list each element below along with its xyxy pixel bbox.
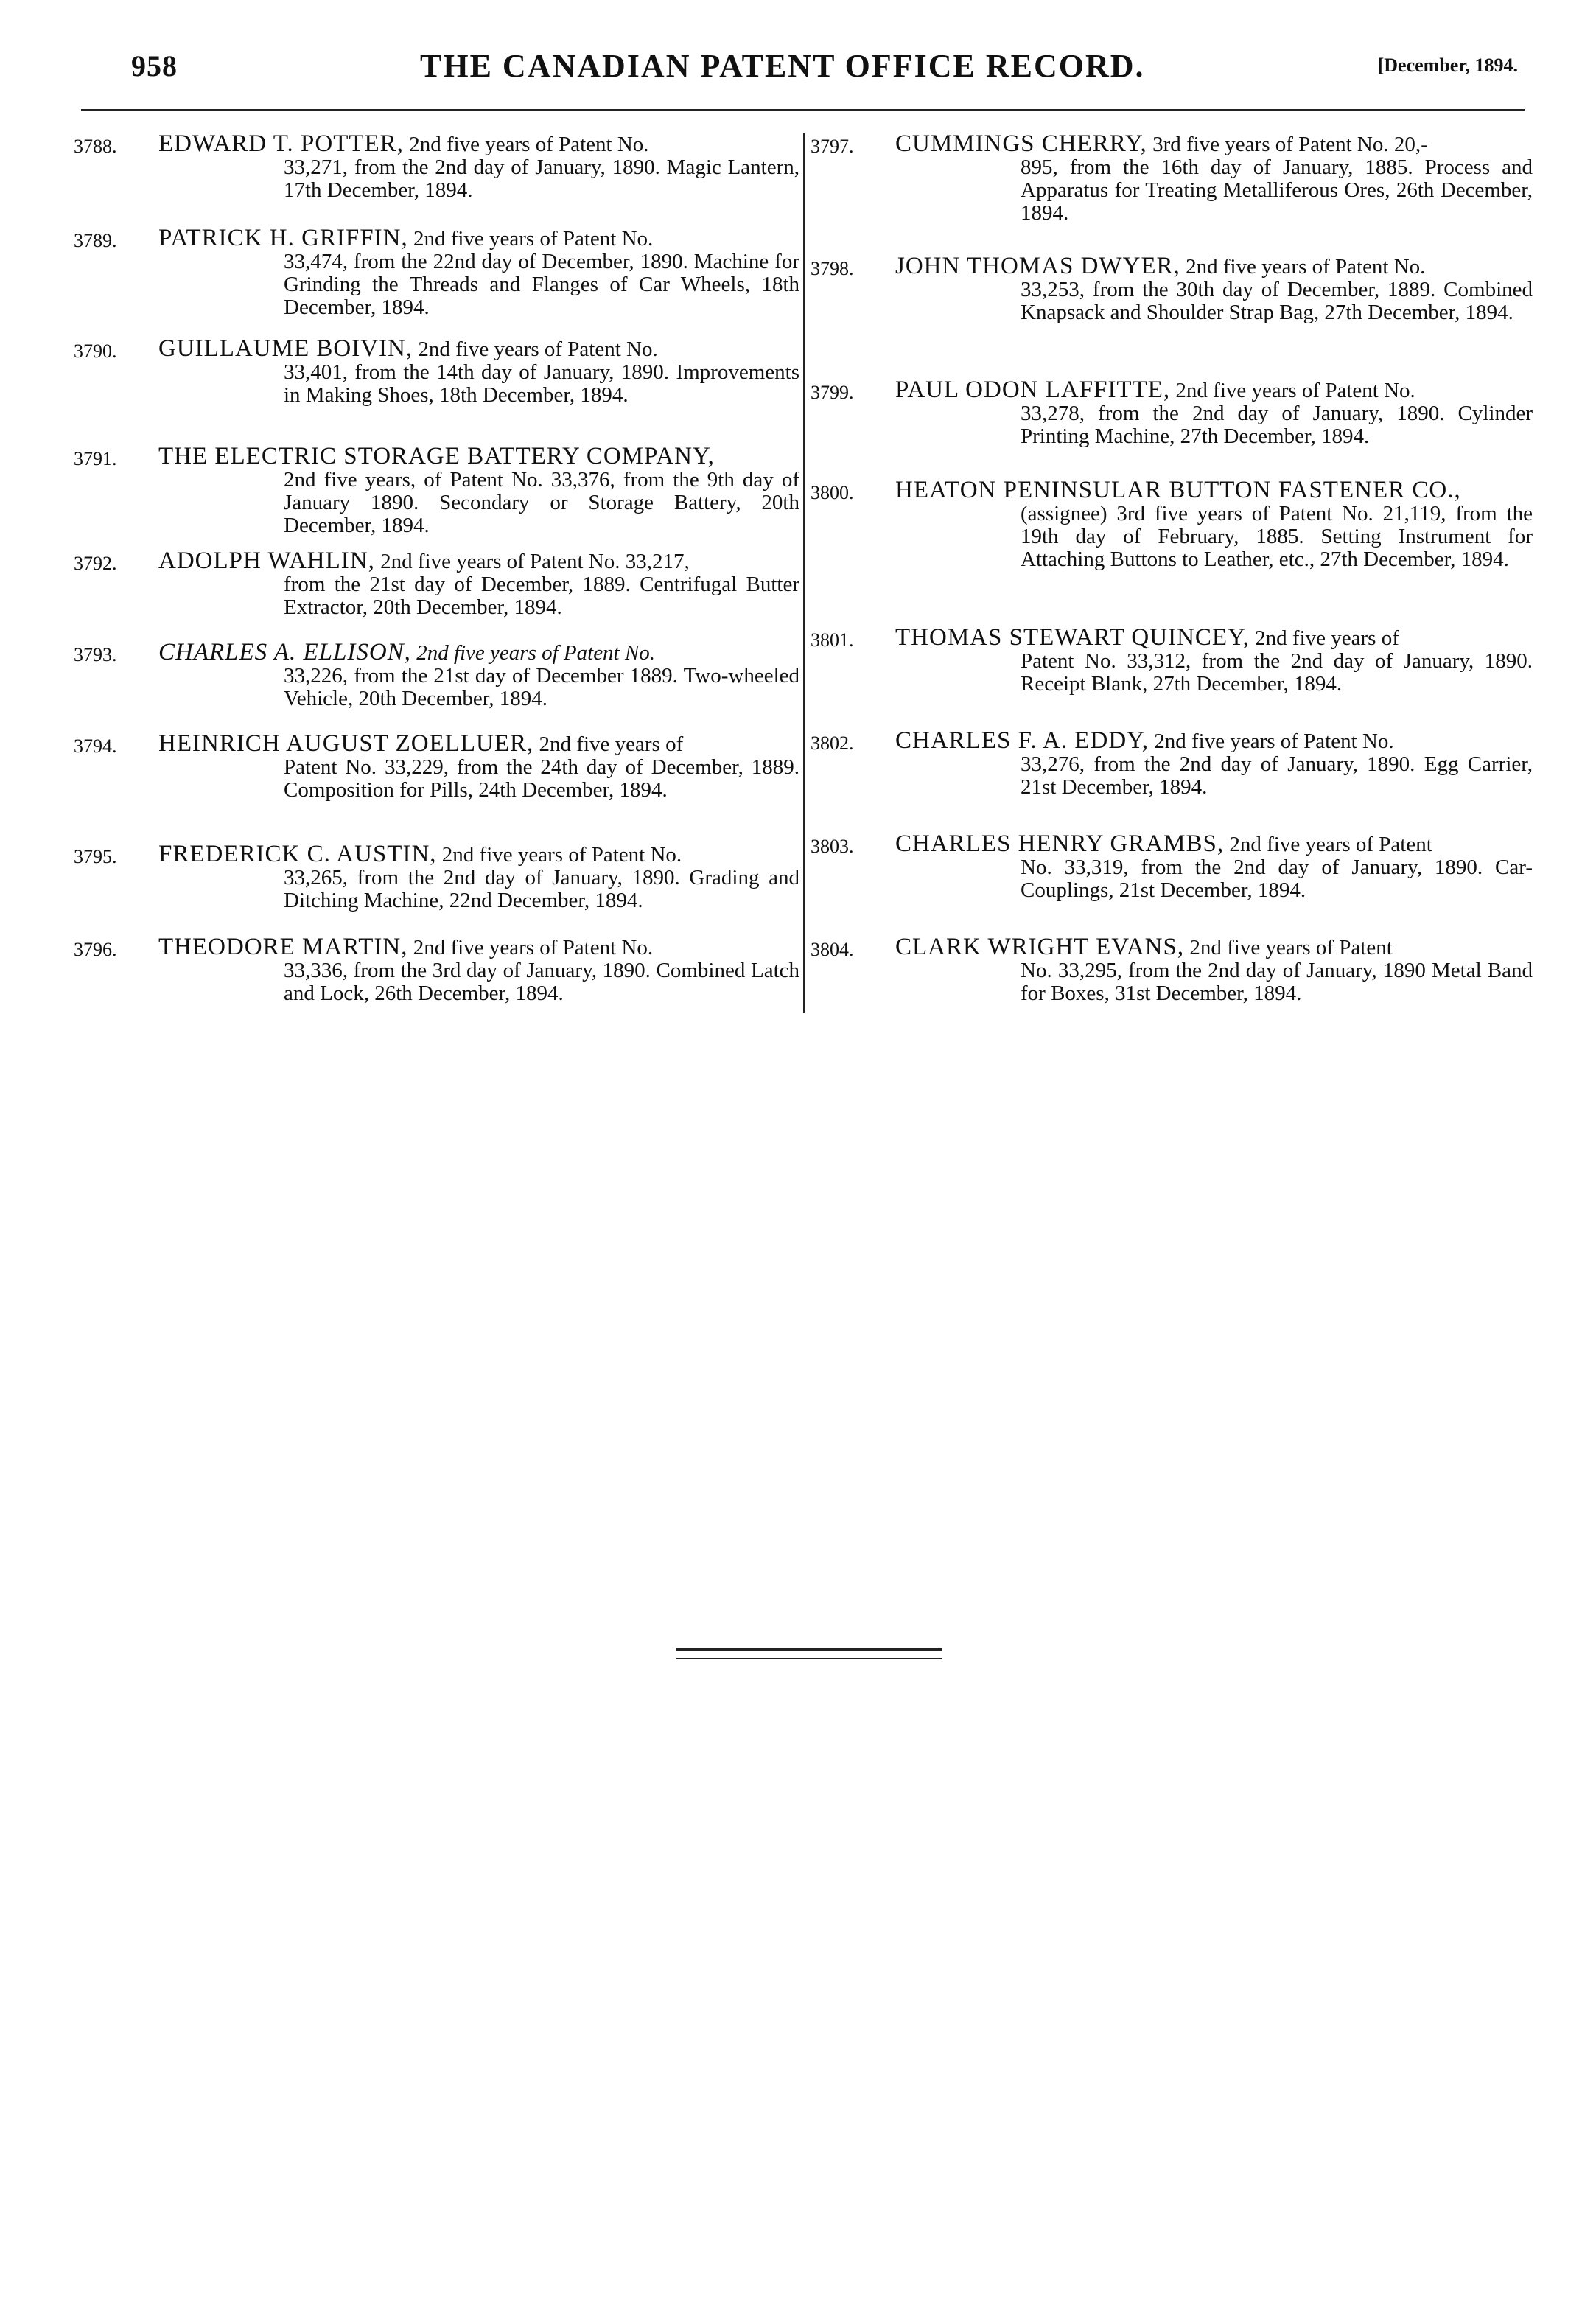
entry-number: 3802. [811, 732, 854, 754]
entry-details: 33,474, from the 22nd day of December, 1890. Machine for Grinding the Threads and Flanges of Car Wheels, 18th December, 1894. [284, 250, 799, 319]
patentee-name: CHARLES HENRY GRAMBS, [895, 830, 1225, 857]
entry-details: from the 21st day of December, 1889. Centrifugal Butter Extractor, 20th December, 1894. [284, 573, 799, 619]
entry-text [158, 130, 799, 202]
patentee-name: FREDERICK C. AUSTIN, [158, 841, 437, 867]
entry-text [158, 337, 799, 407]
patentee-name: THOMAS STEWART QUINCEY, [895, 624, 1250, 651]
entry-details: 33,276, from the 2nd day of January, 1890. Egg Carrier, 21st December, 1894. [1021, 752, 1533, 799]
patentee-name: CLARK WRIGHT EVANS, [895, 934, 1185, 960]
entry-number: 3801. [811, 629, 854, 651]
entry-details: 2nd five years, of Patent No. 33,376, from the 9th day of January 1890. Secondary or Storage Battery, 20th December, 1894. [284, 468, 799, 537]
entry-term: 2nd five years of Patent No. [418, 337, 658, 361]
patentee-name: JOHN THOMAS DWYER, [895, 253, 1180, 279]
entry-number: 3793. [74, 644, 117, 665]
entry-text [895, 130, 1533, 225]
entry-term: 2nd five years of Patent [1229, 833, 1432, 856]
entry-term: 2nd five years of Patent No. 33,217, [380, 550, 690, 573]
entry-number: 3794. [74, 735, 117, 757]
entry-number: 3797. [811, 136, 854, 157]
end-ornament-rule [676, 1648, 942, 1651]
end-ornament-rule [676, 1658, 942, 1659]
entry-details: 33,253, from the 30th day of December, 1889. Combined Knapsack and Shoulder Strap Bag, 27th December, 1894. [1021, 278, 1533, 324]
entry-number: 3798. [811, 258, 854, 279]
column-divider [803, 133, 805, 1013]
entry-details: Patent No. 33,312, from the 2nd day of January, 1890. Receipt Blank, 27th December, 1894. [1021, 649, 1533, 696]
entry-text [895, 379, 1533, 448]
entry-term: 2nd five years of Patent No. [441, 843, 682, 867]
entry-term: 2nd five years of Patent No. [1154, 730, 1394, 753]
entry-term: 2nd five years of [1255, 626, 1399, 650]
entry-text [895, 479, 1533, 571]
entry-text [158, 641, 799, 710]
entry-text [158, 550, 799, 619]
entry-term: 3rd five years of Patent No. 20,- [1152, 133, 1428, 156]
entry-text [158, 936, 799, 1005]
patentee-name: HEATON PENINSULAR BUTTON FASTENER CO., [895, 477, 1461, 503]
entry-number: 3796. [74, 939, 117, 960]
entry-details: 33,336, from the 3rd day of January, 1890. Combined Latch and Lock, 26th December, 1894. [284, 959, 799, 1005]
patentee-name: CHARLES F. A. EDDY, [895, 727, 1149, 754]
patentee-name: GUILLAUME BOIVIN, [158, 335, 413, 362]
entry-number: 3800. [811, 482, 854, 503]
issue-date: [December, 1894. [1377, 55, 1518, 76]
entry-details: No. 33,295, from the 2nd day of January, 1890 Metal Band for Boxes, 31st December, 1894. [1021, 959, 1533, 1005]
entry-text [895, 830, 1533, 902]
entry-details: 895, from the 16th day of January, 1885. Process and Apparatus for Treating Metalliferous Ores, 26th December, 1894. [1021, 155, 1533, 225]
entry-text [895, 936, 1533, 1005]
entry-details: 33,278, from the 2nd day of January, 1890. Cylinder Printing Machine, 27th December, 1894. [1021, 402, 1533, 448]
patentee-name: ADOLPH WAHLIN, [158, 548, 375, 574]
patentee-name: HEINRICH AUGUST ZOELLUER, [158, 730, 534, 757]
entry-text [895, 626, 1533, 696]
entry-text [158, 227, 799, 319]
entry-details: No. 33,319, from the 2nd day of January, 1890. Car-Couplings, 21st December, 1894. [1021, 856, 1533, 902]
entry-number: 3788. [74, 136, 117, 157]
patentee-name: PATRICK H. GRIFFIN, [158, 225, 408, 251]
patentee-name: CHARLES A. ELLISON, [158, 639, 411, 665]
entry-number: 3803. [811, 836, 854, 857]
entry-term: 2nd five years of Patent No. [413, 936, 654, 959]
entry-details: 33,226, from the 21st day of December 1889. Two-wheeled Vehicle, 20th December, 1894. [284, 664, 799, 710]
entry-term: 2nd five years of [539, 732, 684, 756]
entry-details: 33,271, from the 2nd day of January, 1890. Magic Lantern, 17th December, 1894. [284, 155, 799, 202]
entry-term: 2nd five years of Patent No. [416, 641, 655, 665]
entry-number: 3804. [811, 939, 854, 960]
patentee-name: PAUL ODON LAFFITTE, [895, 377, 1171, 403]
entry-details: 33,265, from the 2nd day of January, 1890. Grading and Ditching Machine, 22nd December, 1894. [284, 866, 799, 912]
entry-number: 3790. [74, 340, 117, 362]
entry-term: 2nd five years of Patent [1189, 936, 1393, 959]
entry-number: 3791. [74, 448, 117, 469]
entry-term: 2nd five years of Patent No. [413, 227, 654, 251]
journal-title: THE CANADIAN PATENT OFFICE RECORD. [420, 48, 1145, 84]
entry-text [158, 732, 799, 802]
entry-number: 3789. [74, 230, 117, 251]
entry-text [895, 727, 1533, 799]
entry-details: Patent No. 33,229, from the 24th day of December, 1889. Composition for Pills, 24th December, 1894. [284, 755, 799, 802]
patentee-name: THEODORE MARTIN, [158, 934, 408, 960]
entry-term: 2nd five years of Patent No. [409, 133, 649, 156]
patentee-name: THE ELECTRIC STORAGE BATTERY COMPANY, [158, 443, 715, 469]
entry-details: 33,401, from the 14th day of January, 1890. Improvements in Making Shoes, 18th December, 1894. [284, 360, 799, 407]
entry-text [158, 445, 799, 537]
entry-text [158, 843, 799, 912]
entry-number: 3792. [74, 553, 117, 574]
entry-term: 2nd five years of Patent No. [1175, 379, 1415, 402]
entry-details: (assignee) 3rd five years of Patent No. 21,119, from the 19th day of February, 1885. Setting Instrument for Attaching Buttons to Leather, etc., 27th December, 1894. [1021, 502, 1533, 571]
page-header [125, 49, 1525, 93]
entry-number: 3799. [811, 382, 854, 403]
header-rule [81, 109, 1525, 111]
patentee-name: CUMMINGS CHERRY, [895, 130, 1147, 157]
entry-text [895, 255, 1533, 324]
patentee-name: EDWARD T. POTTER, [158, 130, 404, 157]
entry-term: 2nd five years of Patent No. [1186, 255, 1426, 279]
entry-number: 3795. [74, 846, 117, 867]
page-number: 958 [131, 49, 178, 83]
